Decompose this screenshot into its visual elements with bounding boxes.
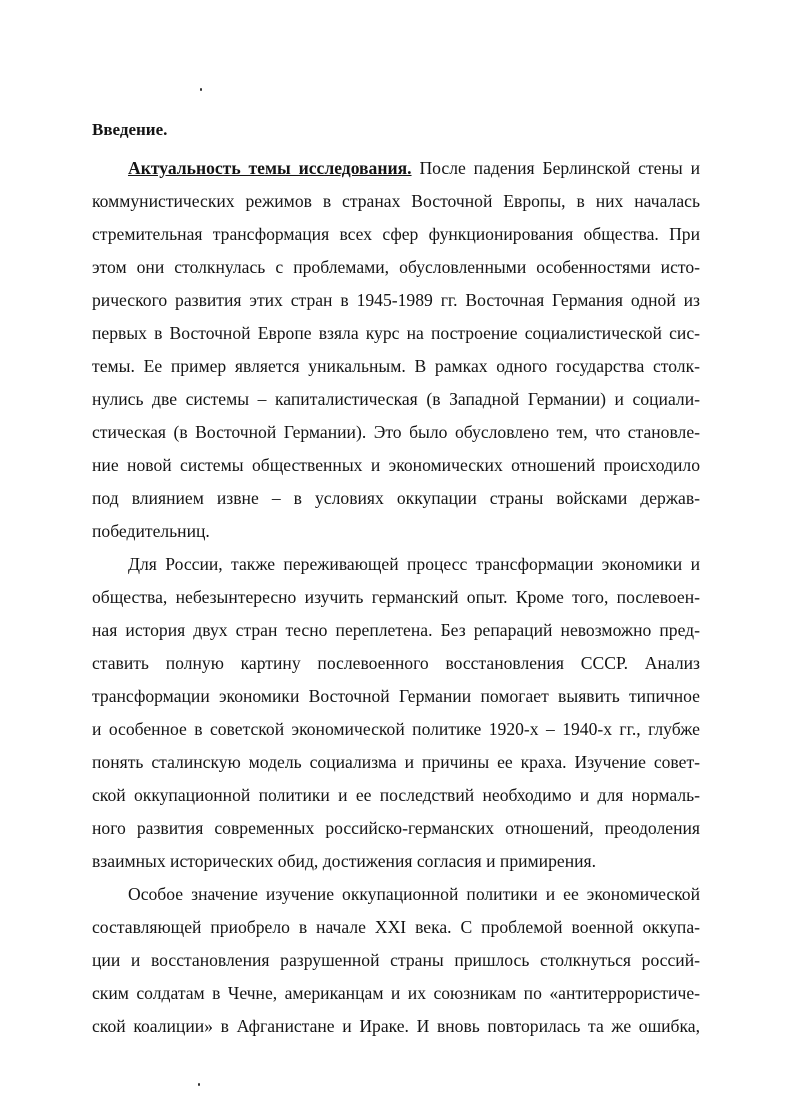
paragraph-2-line: ного развития современных российско-германских отношений, преодоления — [92, 818, 700, 838]
paragraph-2-line: ная история двух стран тесно переплетена. Без репараций невозможно пред- — [92, 620, 700, 640]
paragraph-2-line: понять сталинскую модель социализма и причины ее краха. Изучение совет- — [92, 752, 700, 772]
paragraph-1-line: победительниц. — [92, 521, 210, 541]
paragraph-2-line: трансформации экономики Восточной Германии помогает выявить типичное — [92, 686, 700, 706]
paragraph-2-line: общества, небезынтересно изучить германский опыт. Кроме того, послевоен- — [92, 587, 700, 607]
paragraph-1-line: под влиянием извне – в условиях оккупации страны войсками держав- — [92, 488, 700, 508]
scan-speck — [198, 1083, 200, 1086]
paragraph-1-line: стическая (в Восточной Германии). Это было обусловлено тем, что становле- — [92, 422, 700, 442]
paragraph-1-line: первых в Восточной Европе взяла курс на построение социалистической сис- — [92, 323, 700, 343]
paragraph-1-line: коммунистических режимов в странах Восточной Европы, в них началась — [92, 191, 700, 211]
scan-speck — [200, 88, 202, 91]
paragraph-1-line-1-text: После падения Берлинской стены и — [411, 158, 700, 178]
section-heading: Введение. — [92, 120, 168, 139]
paragraph-3-line: составляющей приобрело в начале XXI века. С проблемой военной оккупа- — [92, 917, 700, 937]
paragraph-3-line: ской коалиции» в Афганистане и Ираке. И вновь повторилась та же ошибка, — [92, 1016, 700, 1036]
paragraph-subheading: Актуальность темы исследования. — [128, 158, 412, 178]
paragraph-2-line: и особенное в советской экономической политике 1920-х – 1940-х гг., глубже — [92, 719, 700, 739]
paragraph-2-line: ской оккупационной политики и ее последствий необходимо и для нормаль- — [92, 785, 700, 805]
paragraph-1-line — [128, 157, 700, 179]
paragraph-1-line: рического развития этих стран в 1945-1989 гг. Восточная Германия одной из — [92, 290, 700, 310]
paragraph-2-line: Для России, также переживающей процесс трансформации экономики и — [128, 554, 700, 574]
paragraph-1-line: стремительная трансформация всех сфер функционирования общества. При — [92, 224, 700, 244]
paragraph-3-line: ским солдатам в Чечне, американцам и их союзникам по «антитеррористиче- — [92, 983, 700, 1003]
paragraph-2-line: взаимных исторических обид, достижения согласия и примирения. — [92, 851, 597, 871]
paragraph-1-line: нулись две системы – капиталистическая (в Западной Германии) и социали- — [92, 389, 700, 409]
paragraph-3-line: Особое значение изучение оккупационной политики и ее экономической — [128, 884, 700, 904]
paragraph-2-line: ставить полную картину послевоенного восстановления СССР. Анализ — [92, 653, 700, 673]
paragraph-1-line: этом они столкнулась с проблемами, обусловленными особенностями исто- — [92, 257, 700, 277]
paragraph-1-line: темы. Ее пример является уникальным. В рамках одного государства столк- — [92, 356, 700, 376]
paragraph-1-line: ние новой системы общественных и экономических отношений происходило — [92, 455, 700, 475]
paragraph-3-line: ции и восстановления разрушенной страны пришлось столкнуться россий- — [92, 950, 700, 970]
